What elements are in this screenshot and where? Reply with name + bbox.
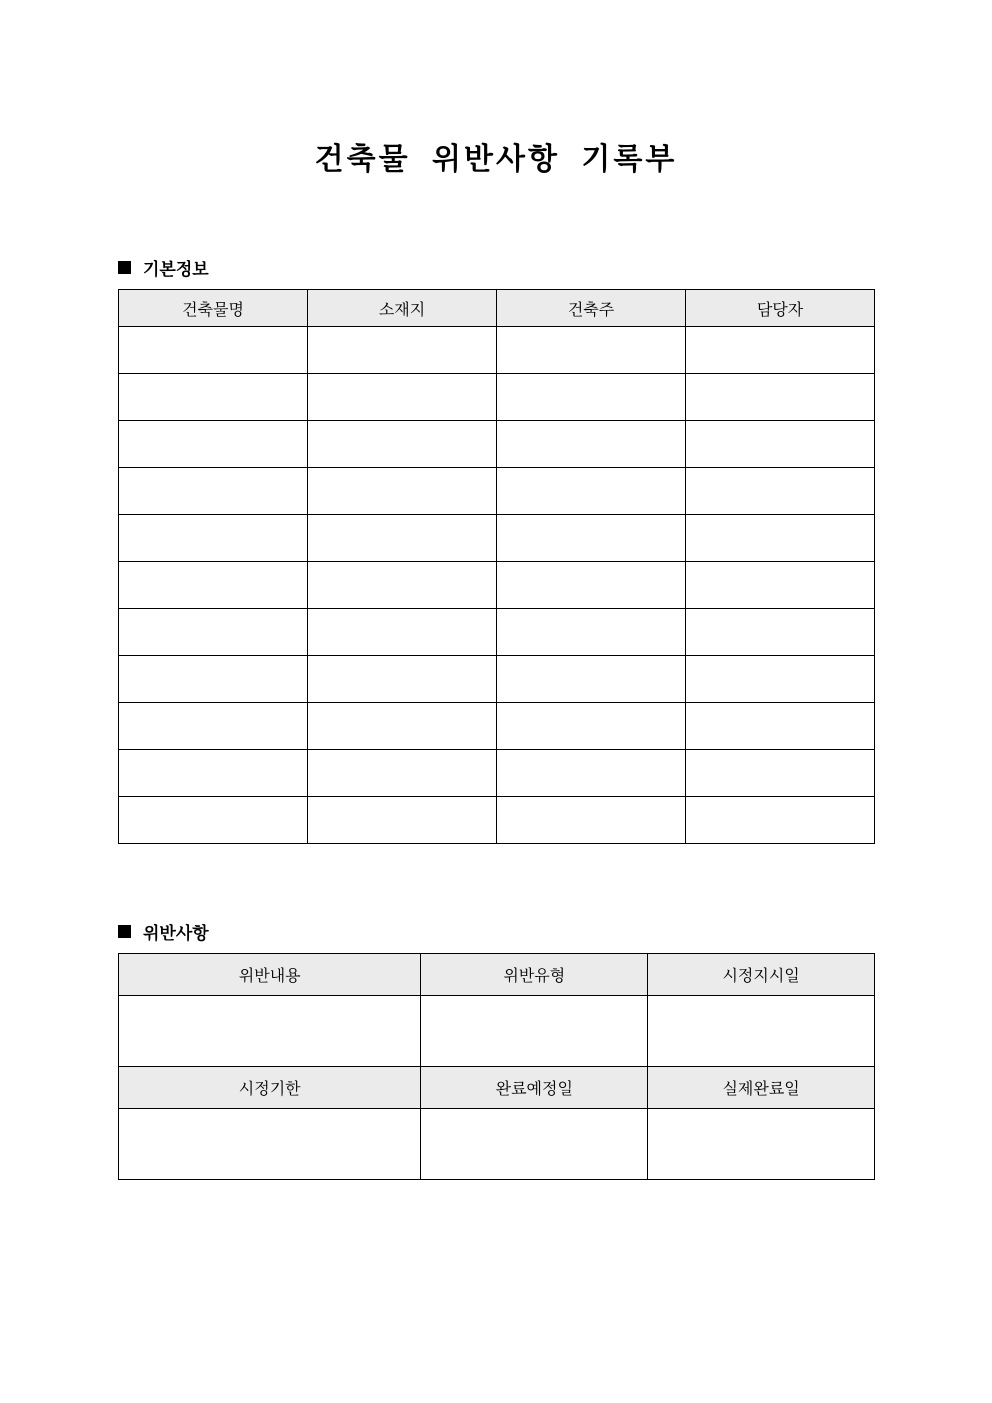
location-cell[interactable] bbox=[308, 797, 497, 844]
column-header-violation-content: 위반내용 bbox=[119, 954, 421, 996]
building-name-cell[interactable] bbox=[119, 421, 308, 468]
building-name-cell[interactable] bbox=[119, 374, 308, 421]
expected-completion-date-cell[interactable] bbox=[421, 1109, 648, 1180]
column-header-building-name: 건축물명 bbox=[119, 290, 308, 327]
column-header-location: 소재지 bbox=[308, 290, 497, 327]
building-name-cell[interactable] bbox=[119, 656, 308, 703]
building-name-cell[interactable] bbox=[119, 327, 308, 374]
building-name-cell[interactable] bbox=[119, 562, 308, 609]
manager-cell[interactable] bbox=[686, 515, 875, 562]
page-title: 건축물 위반사항 기록부 bbox=[314, 142, 678, 177]
owner-cell[interactable] bbox=[497, 515, 686, 562]
manager-cell[interactable] bbox=[686, 374, 875, 421]
manager-cell[interactable] bbox=[686, 656, 875, 703]
square-bullet-icon bbox=[118, 261, 131, 274]
owner-cell[interactable] bbox=[497, 468, 686, 515]
manager-cell[interactable] bbox=[686, 703, 875, 750]
section-title-violation bbox=[118, 919, 209, 944]
table-row bbox=[119, 996, 875, 1067]
column-header-correction-order-date: 시정지시일 bbox=[648, 954, 875, 996]
table-row bbox=[119, 656, 875, 703]
location-cell[interactable] bbox=[308, 327, 497, 374]
manager-cell[interactable] bbox=[686, 562, 875, 609]
manager-cell[interactable] bbox=[686, 468, 875, 515]
building-name-cell[interactable] bbox=[119, 468, 308, 515]
table-header-row bbox=[119, 290, 875, 327]
correction-order-date-cell[interactable] bbox=[648, 996, 875, 1067]
section-title-basic-label: 기본정보 bbox=[143, 260, 209, 280]
basic-info-table bbox=[118, 289, 875, 844]
table-header-row bbox=[119, 954, 875, 996]
violation-type-cell[interactable] bbox=[421, 996, 648, 1067]
manager-cell[interactable] bbox=[686, 797, 875, 844]
location-cell[interactable] bbox=[308, 703, 497, 750]
table-row bbox=[119, 515, 875, 562]
table-row bbox=[119, 468, 875, 515]
building-name-cell[interactable] bbox=[119, 750, 308, 797]
table-row bbox=[119, 562, 875, 609]
building-name-cell[interactable] bbox=[119, 515, 308, 562]
location-cell[interactable] bbox=[308, 750, 497, 797]
column-header-owner: 건축주 bbox=[497, 290, 686, 327]
owner-cell[interactable] bbox=[497, 421, 686, 468]
building-name-cell[interactable] bbox=[119, 703, 308, 750]
location-cell[interactable] bbox=[308, 609, 497, 656]
column-header-manager: 담당자 bbox=[686, 290, 875, 327]
column-header-correction-deadline: 시정기한 bbox=[119, 1067, 421, 1109]
square-bullet-icon bbox=[118, 925, 131, 938]
column-header-expected-completion-date: 완료예정일 bbox=[421, 1067, 648, 1109]
location-cell[interactable] bbox=[308, 421, 497, 468]
manager-cell[interactable] bbox=[686, 327, 875, 374]
table-row bbox=[119, 327, 875, 374]
table-header-row bbox=[119, 1067, 875, 1109]
manager-cell[interactable] bbox=[686, 421, 875, 468]
manager-cell[interactable] bbox=[686, 609, 875, 656]
manager-cell[interactable] bbox=[686, 750, 875, 797]
owner-cell[interactable] bbox=[497, 797, 686, 844]
location-cell[interactable] bbox=[308, 468, 497, 515]
violation-content-cell[interactable] bbox=[119, 996, 421, 1067]
owner-cell[interactable] bbox=[497, 609, 686, 656]
building-name-cell[interactable] bbox=[119, 797, 308, 844]
owner-cell[interactable] bbox=[497, 656, 686, 703]
location-cell[interactable] bbox=[308, 562, 497, 609]
table-row bbox=[119, 797, 875, 844]
owner-cell[interactable] bbox=[497, 327, 686, 374]
table-row bbox=[119, 750, 875, 797]
owner-cell[interactable] bbox=[497, 703, 686, 750]
section-title-violation-label: 위반사항 bbox=[143, 924, 209, 944]
table-row bbox=[119, 609, 875, 656]
table-row bbox=[119, 421, 875, 468]
table-row bbox=[119, 1109, 875, 1180]
column-header-actual-completion-date: 실제완료일 bbox=[648, 1067, 875, 1109]
owner-cell[interactable] bbox=[497, 750, 686, 797]
violation-table bbox=[118, 953, 875, 1180]
owner-cell[interactable] bbox=[497, 374, 686, 421]
table-row bbox=[119, 374, 875, 421]
correction-deadline-cell[interactable] bbox=[119, 1109, 421, 1180]
owner-cell[interactable] bbox=[497, 562, 686, 609]
table-row bbox=[119, 703, 875, 750]
section-title-basic bbox=[118, 255, 209, 280]
location-cell[interactable] bbox=[308, 515, 497, 562]
location-cell[interactable] bbox=[308, 374, 497, 421]
location-cell[interactable] bbox=[308, 656, 497, 703]
column-header-violation-type: 위반유형 bbox=[421, 954, 648, 996]
building-name-cell[interactable] bbox=[119, 609, 308, 656]
actual-completion-date-cell[interactable] bbox=[648, 1109, 875, 1180]
